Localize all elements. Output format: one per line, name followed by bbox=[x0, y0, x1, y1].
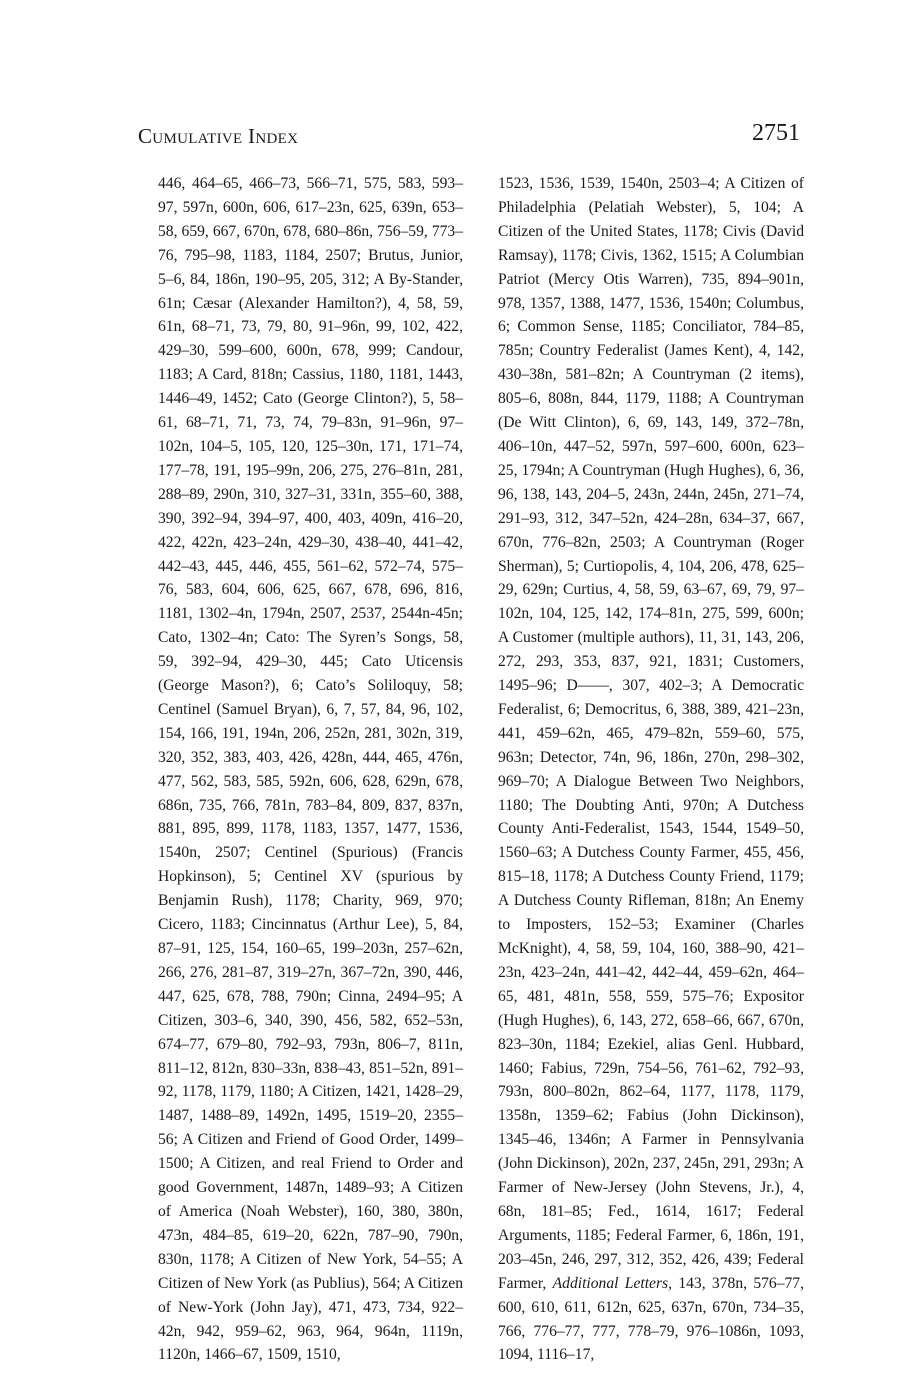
running-head: Cumulative Index bbox=[138, 124, 299, 148]
index-text-left: 446, 464–65, 466–73, 566–71, 575, 583, 593–97, 597n, 600n, 606, 617–23n, 625, 639n, 653–58, 659, 667, 670n, 678, 680–86n, 756–59, 773–76, 795–98, 1183, 1184, 2507; Brutus, Junior, 5–6, 84, 186n, 190–95, 205, 312; A By-Stander, 61n; Cæsar (Alexander Hamilton?), 4, 58, 59, 61n, 68–71, 73, 79, 80, 91–96n, 99, 102, 422, 429–30, 599–600, 600n, 678, 999; Candour, 1183; A Card, 818n; Cassius, 1180, 1181, 1443, 1446–49, 1452; Cato (George Clinton?), 5, 58–61, 68–71, 71, 73, 74, 79–83n, 91–96n, 97–102n, 104–5, 105, 120, 125–30n, 171, 171–74, 177–78, 191, 195–99n, 206, 275, 276–81n, 281, 288–89, 290n, 310, 327–31, 331n, 355–60, 388, 390, 392–94, 394–97, 400, 403, 409n, 416–20, 422, 422n, 423–24n, 429–30, 438–40, 441–42, 442–43, 445, 446, 455, 561–62, 572–74, 575–76, 583, 604, 606, 625, 667, 678, 696, 816, 1181, 1302–4n, 1794n, 2507, 2537, 2544n-45n; Cato, 1302–4n; Cato: The Syren’s Songs, 58, 59, 392–94, 429–30, 445; Cato Uticensis (George Mason?), 6; Cato’s Soliloquy, 58; Centinel (Samuel Bryan), 6, 7, 57, 84, 96, 102, 154, 166, 191, 194n, 206, 252n, 281, 302n, 319, 320, 352, 383, 403, 426, 428n, 444, 465, 476n, 477, 562, 583, 585, 592n, 606, 628, 629n, 678, 686n, 735, 766, 781n, 783–84, 809, 837, 837n, 881, 895, 899, 1178, 1183, 1357, 1477, 1536, 1540n, 2507; Centinel (Spurious) (Francis Hopkinson), 5; Centinel XV (spurious by Benjamin Rush), 1178; Charity, 969, 970; Cicero, 1183; Cincinnatus (Arthur Lee), 5, 84, 87–91, 125, 154, 160–65, 199–203n, 257–62n, 266, 276, 281–87, 319–27n, 367–72n, 390, 446, 447, 625, 678, 788, 790n; Cinna, 2494–95; A Citizen, 303–6, 340, 390, 456, 582, 652–53n, 674–77, 679–80, 792–93, 793n, 806–7, 811n, 811–12, 812n, 830–33n, 838–43, 851–52n, 891–92, 1178, 1179, 1180; A Citizen, 1421, 1428–29, 1487, 1488–89, 1492n, 1495, 1519–20, 2355–56; A Citizen and Friend of Good Order, 1499–1500; A Citizen, and real Friend to Order and good Government, 1487n, 1489–93; A Citizen of America (Noah Webster), 160, 380, 380n, 473n, 484–85, 619–20, 622n, 787–90, 790n, 830n, 1178; A Citizen of New York, 54–55; A Citizen of New York (as Publius), 564; A Citizen of New-York (John Jay), 471, 473, 734, 922–42n, 942, 959–62, 963, 964, 964n, 1119n, 1120n, 1466–67, 1509, 1510, bbox=[158, 175, 463, 1364]
index-column-left bbox=[158, 172, 463, 1367]
index-text-right-italic: Additional Letters, bbox=[552, 1274, 672, 1292]
index-column-right bbox=[498, 172, 804, 1367]
page-number: 2751 bbox=[752, 120, 800, 146]
index-text-right-part2: 143, 378n, 576–77, 600, 610, 611, 612n, 625, 637n, 670n, 734–35, 766, 776–77, 777, 778–79, 976–1086n, 1093, 1094, 1116–17, bbox=[498, 1274, 805, 1364]
index-text-right bbox=[498, 172, 804, 1367]
index-text-right-part1: 1523, 1536, 1539, 1540n, 2503–4; A Citizen of Philadelphia (Pelatiah Webster), 5, 104; A Citizen of the United States, 1178; Civis (David Ramsay), 1178; Civis, 1362, 1515; A Columbian Patriot (Mercy Otis Warren), 735, 894–901n, 978, 1357, 1388, 1477, 1536, 1540n; Columbus, 6; Common Sense, 1185; Conciliator, 784–85, 785n; Country Federalist (James Kent), 4, 142, 430–38n, 581–82n; A Countryman (2 items), 805–6, 808n, 844, 1179, 1188; A Countryman (De Witt Clinton), 6, 69, 143, 149, 372–78n, 406–10n, 447–52, 597n, 597–600, 600n, 623–25, 1794n; A Countryman (Hugh Hughes), 6, 36, 96, 138, 143, 204–5, 243n, 244n, 245n, 271–74, 291–93, 312, 347–52n, 424–28n, 634–37, 667, 670n, 776–82n, 2503; A Countryman (Roger Sherman), 5; Curtiopolis, 4, 104, 206, 478, 625–29, 629n; Curtius, 4, 58, 59, 63–67, 69, 79, 97–102n, 104, 125, 142, 174–81n, 275, 599, 600n; A Customer (multiple authors), 11, 31, 143, 206, 272, 293, 353, 837, 921, 1831; Customers, 1495–96; D––––, 307, 402–3; A Democratic Federalist, 6; Democritus, 6, 388, 389, 421–23n, 441, 459–62n, 465, 479–82n, 559–60, 575, 963n; Detector, 74n, 96, 186n, 270n, 298–302, 969–70; A Dialogue Between Two Neighbors, 1180; The Doubting Anti, 970n; A Dutchess County Anti-Federalist, 1543, 1544, 1549–50, 1560–63; A Dutchess County Farmer, 455, 456, 815–18, 1178; A Dutchess County Friend, 1179; A Dutchess County Rifleman, 818n; An Enemy to Imposters, 152–53; Examiner (Charles McKnight), 4, 58, 59, 104, 160, 388–90, 421–23n, 423–24n, 441–42, 442–44, 459–62n, 464–65, 481, 481n, 558, 559, 575–76; Expositor (Hugh Hughes), 6, 143, 272, 658–66, 667, 670n, 823–30n, 1184; Ezekiel, alias Genl. Hubbard, 1460; Fabius, 729n, 754–56, 761–62, 792–93, 793n, 800–802n, 862–64, 1177, 1178, 1179, 1358n, 1359–62; Fabius (John Dickinson), 1345–46, 1346n; A Farmer in Pennsylvania (John Dickinson), 202n, 237, 245n, 291, 293n; A Farmer of New-Jersey (John Stevens, Jr.), 4, 68n, 181–85; Fed., 1614, 1617; Federal Arguments, 1185; Federal Farmer, 6, 186n, 191, 203–45n, 246, 297, 312, 352, 426, 439; Federal Farmer, bbox=[498, 175, 804, 1292]
